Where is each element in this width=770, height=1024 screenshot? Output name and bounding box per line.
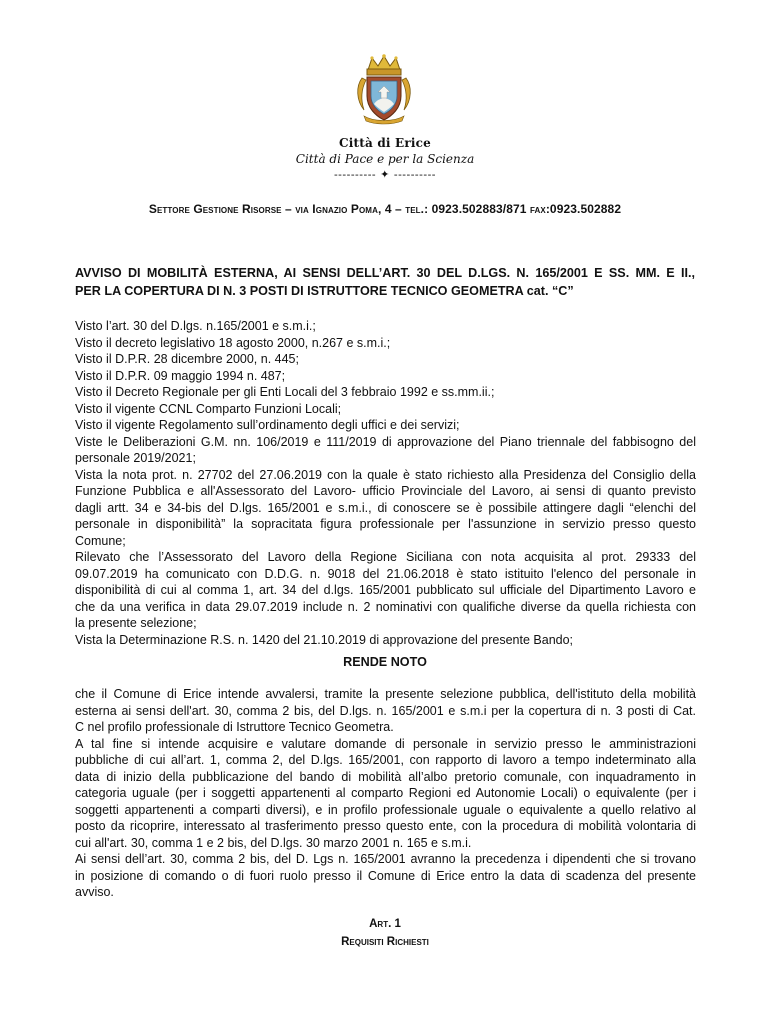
premise-line: la presente selezione; xyxy=(75,616,197,630)
city-name: Città di Erice xyxy=(338,136,432,150)
premise-line: Visto l’art. 30 del D.lgs. n.165/2001 e s.m.i.; xyxy=(75,319,316,333)
notice-line: categoria uguale (per i soggetti appartenenti al comparto Regioni ed Autonomie Locali) o equivalente (per i xyxy=(75,786,696,800)
notice-line: A tal fine si intende acquisire e valutare domande di personale in servizio presso le amministrazioni xyxy=(75,736,696,751)
premise-line: Visto il Decreto Regionale per gli Enti Locali del 3 febbraio 1992 e ss.mm.ii.; xyxy=(75,385,495,399)
premise-line: Comune; xyxy=(75,533,126,548)
ornament-divider: ---------- ✦ ---------- xyxy=(333,168,437,181)
notice-line: C nel profilo professionale di Istruttore Tecnico Geometra. xyxy=(75,720,394,734)
premise-line: 09.07.2019 ha comunicato con D.D.G. n. 9018 del 21.06.2018 è stato istituito l'elenco del personale in xyxy=(75,566,696,581)
notice-line: che il Comune di Erice intende avvalersi, tramite la presente selezione pubblica, dell'istituto della mobilità xyxy=(75,687,696,701)
notice-body xyxy=(75,686,696,901)
premise-line: Rilevato che l’Assessorato del Lavoro della Regione Siciliana con nota acquisita al prot. 29333 del xyxy=(75,550,696,564)
premise-line: Visto il vigente CCNL Comparto Funzioni Locali; xyxy=(75,401,342,416)
title-line: PER LA COPERTURA DI N. 3 POSTI DI ISTRUTTORE TECNICO GEOMETRA cat. “C” xyxy=(75,284,574,298)
city-crest-logo xyxy=(354,52,414,126)
article-number: Art. 1 xyxy=(369,918,401,930)
notice-line: posto da ricoprire, interessato al trasferimento presso questo ente, con la procedura di mobilità volontaria di xyxy=(75,819,696,833)
premise-line: Vista la Determinazione R.S. n. 1420 del 21.10.2019 di approvazione del presente Bando; xyxy=(75,632,574,647)
city-motto: Città di Pace e per la Scienza xyxy=(295,152,475,166)
title-line: AVVISO DI MOBILITÀ ESTERNA, AI SENSI DELL’ART. 30 DEL D.LGS. N. 165/2001 E SS. MM. E II., xyxy=(75,266,695,280)
premise-line: Visto il vigente Regolamento sull’ordinamento degli uffici e dei servizi; xyxy=(75,418,460,432)
notice-title xyxy=(75,264,695,300)
premise-line: personale 2019/2021; xyxy=(75,451,196,465)
premise-line: Vista la nota prot. n. 27702 del 27.06.2019 con la quale è stato richiesto alla Presidenza del Consiglio della xyxy=(75,467,696,482)
sector-contact-line: Settore Gestione Risorse – via Ignazio Poma, 4 – tel.: 0923.502883/871 fax:0923.502882 xyxy=(148,202,622,216)
premise-line: personale in disponibilità” la sopracitata figura professionale per l'assunzione in servizio presso questo xyxy=(75,517,696,531)
notice-line: cui all'art. 30, comma 1 e 2 bis, del D.lgs. 30 marzo 2001 n. 165 e s.m.i. xyxy=(75,835,472,850)
notice-line: data di inizio della pubblicazione del bando di mobilità all’albo pretorio comunale, con inquadramento in xyxy=(75,769,696,784)
premise-line: dagli artt. 34 e 34-bis del D.lgs. 165/2001 e s.m.i., di conoscere se è possibile attingere dagli “elenchi del xyxy=(75,500,696,515)
premise-line: disponibilità di cui al comma 1, art. 34 del d.lgs. 165/2001 pubblicato sul ufficiale del Dipartimento Lavoro e xyxy=(75,583,696,597)
premises-block xyxy=(75,318,696,648)
article-heading xyxy=(0,915,770,951)
premise-line: Visto il D.P.R. 28 dicembre 2000, n. 445; xyxy=(75,352,299,366)
rende-noto-heading: RENDE NOTO xyxy=(343,655,427,669)
premise-line: Visto il D.P.R. 09 maggio 1994 n. 487; xyxy=(75,368,286,383)
notice-line: Ai sensi dell’art. 30, comma 2 bis, del D. Lgs n. 165/2001 avranno la precedenza i dipendenti che si trovano xyxy=(75,852,696,866)
notice-line: in posizione di comando o di fuori ruolo presso il Comune di Erice entro la data di scadenza del presente xyxy=(75,868,696,883)
premise-line: Visto il decreto legislativo 18 agosto 2000, n.267 e s.m.i.; xyxy=(75,335,391,350)
notice-line: pubbliche di cui all’art. 1, comma 2, del D.lgs. 165/2001, con rapporto di lavoro a tempo indeterminato alla xyxy=(75,753,696,767)
premise-line: che da una verifica in data 29.07.2019 include n. 2 nominativi con qualifiche diverse da quella richiesta con xyxy=(75,599,696,614)
article-title: Requisiti Richiesti xyxy=(341,936,429,948)
notice-line: avviso. xyxy=(75,885,114,899)
premise-line: Viste le Deliberazioni G.M. nn. 106/2019 e 111/2019 di approvazione del Piano triennale del fabbisogno del xyxy=(75,434,696,449)
premise-line: Funzione Pubblica e all'Assessorato del Lavoro- ufficio Provinciale del Lavoro, ai sensi di quanto previsto xyxy=(75,484,696,498)
notice-line: esterna ai sensi dell'art. 30, comma 2 bis, del D.lgs. n. 165/2001 e s.m.i per la copertura di n. 3 posti di Cat. xyxy=(75,703,696,718)
notice-line: soggetti appartenenti a comparti diversi), e in profilo professionale uguale o equivalente a quello relativo al xyxy=(75,802,696,817)
